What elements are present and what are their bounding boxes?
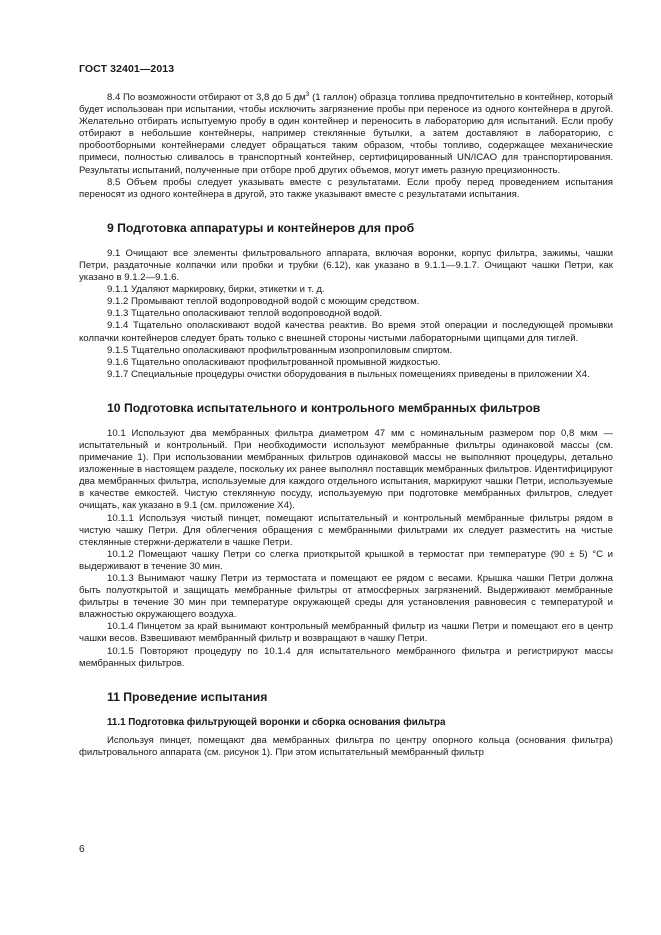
superscript-3: 3 [305, 90, 310, 98]
paragraph-9-1-3: 9.1.3 Тщательно ополаскивают теплой водопроводной водой. [107, 308, 383, 320]
paragraph-10-1: 10.1 Используют два мембранных фильтра диаметром 47 мм с номинальным размером пор 0,8 мкм — испытательный и контрольный. При необходимости используют мембранные фильтры одинаковой массы (см. примечание 1). При использовании мембранных фильтров одинаковой массы не выполняют процедуры, детально изложенные в настоящем разделе, поскольку их ранее выполнял поставщик мембранных фильтров. Идентифицируют два мембранных фильтра, используемые для каждого отдельного испытания, маркируют чашки Петри, используемые в качестве емкостей. Чистую стеклянную посуду, используемую при подготовке мембранных фильтров, следует очищать, как указано в 9.1 (см. приложение Х4). [79, 427, 613, 512]
paragraph-10-1-2: 10.1.2 Помещают чашку Петри со слегка приоткрытой крышкой в термостат при температуре (90 ± 5) °С и выдерживают в течение 30 мин. [79, 548, 613, 572]
paragraph-11-1: Используя пинцет, помещают два мембранных фильтра по центру опорного кольца (основания фильтра) фильтровального аппарата (см. рисунок 1). При этом испытательный мембранный фильтр [79, 734, 613, 758]
paragraph-8-4-start: 8.4 По возможности отбирают от 3,8 до 5 дм [107, 92, 306, 103]
subsection-heading-11-1: 11.1 Подготовка фильтрующей воронки и сборка основания фильтра [107, 716, 446, 728]
paragraph-9-1-2: 9.1.2 Промывают теплой водопроводной водой с моющим средством. [107, 296, 420, 308]
page-number: 6 [79, 844, 85, 855]
paragraph-10-1-4: 10.1.4 Пинцетом за край вынимают контрольный мембранный фильтр из чашки Петри и помещают его в центр чашки весов. Взвешивают мембранный фильтр и возвращают в чашку Петри. [79, 621, 613, 645]
section-heading-10: 10 Подготовка испытательного и контрольного мембранных фильтров [107, 400, 541, 415]
section-heading-11: 11 Проведение испытания [107, 689, 268, 704]
paragraph-9-1-4: 9.1.4 Тщательно ополаскивают водой качества реактив. Во время этой операции и последующей промывки колпачки контейнеров следует брать только с внешней стороны чистыми лабораторными щипцами для тиглей. [79, 320, 613, 344]
paragraph-9-1-1: 9.1.1 Удаляют маркировку, бирки, этикетки и т. д. [107, 284, 325, 296]
section-heading-9: 9 Подготовка аппаратуры и контейнеров для проб [107, 220, 415, 235]
paragraph-8-5: 8.5 Объем пробы следует указывать вместе с результатами. Если пробу перед проведением испытания переносят из одного контейнера в другой, это также указывают вместе с результатами испытания. [79, 176, 613, 200]
document-header: ГОСТ 32401—2013 [79, 63, 175, 75]
paragraph-9-1-7: 9.1.7 Специальные процедуры очистки оборудования в пыльных помещениях приведены в приложении Х4. [107, 368, 590, 380]
paragraph-9-1-5: 9.1.5 Тщательно ополаскивают профильтрованным изопропиловым спиртом. [107, 344, 453, 356]
paragraph-10-1-3: 10.1.3 Вынимают чашку Петри из термостата и помещают ее рядом с весами. Крышка чашки Петри должна быть полуоткрытой и защищать мембранные фильтры от атмосферных загрязнений. Выдерживают мембранные фильтры в течение 30 мин при температуре окружающей среды для установления равновесия с температурой и влажностью окружающего воздуха. [79, 573, 613, 621]
document-body [79, 92, 613, 759]
paragraph-10-1-1: 10.1.1 Используя чистый пинцет, помещают испытательный и контрольный мембранные фильтры рядом в чистую чашку Петри. Для облегчения обращения с мембранными фильтрами их следует разместить на чистые стеклянные стержни-держатели в чашке Петри. [79, 512, 613, 548]
paragraph-9-1-6: 9.1.6 Тщательно ополаскивают профильтрованной промывной жидкостью. [107, 356, 441, 368]
paragraph-9-1: 9.1 Очищают все элементы фильтровального аппарата, включая воронки, корпус фильтра, зажимы, чашки Петри, раздаточные колпачки или пробки и трубки (6.12), как указано в 9.1.1—9.1.7. Очищают чашки Петри, как указано в 9.1.2—9.1.6. [79, 247, 613, 284]
paragraph-8-4-rest: (1 галлон) образца топлива предпочтительно в контейнер, который будет использован при испытании, чтобы исключить загрязнение пробы при переносе из одного контейнера в другой. Желательно отбирать испытуемую пробу в один контейнер и переносить в лабораторию для испытаний. Если пробу отбирают в небольшие контейнеры, например стеклянные бутылки, а затем доставляют в лабораторию, с пробоотборными контейнерами следует обращаться таким образом, чтобы топливо, содержащее механические примеси, полностью сливалось в транспортный контейнер, сертифицированный UN/ICAO для транспортирования. Результаты испытаний, полученные при отборе проб других объемов, могут иметь разную прецизионность. [79, 92, 613, 176]
paragraph-10-1-5: 10.1.5 Повторяют процедуру по 10.1.4 для испытательного мембранного фильтра и регистрируют массы мембранных фильтров. [79, 645, 613, 669]
paragraph-8-4 [79, 92, 613, 177]
